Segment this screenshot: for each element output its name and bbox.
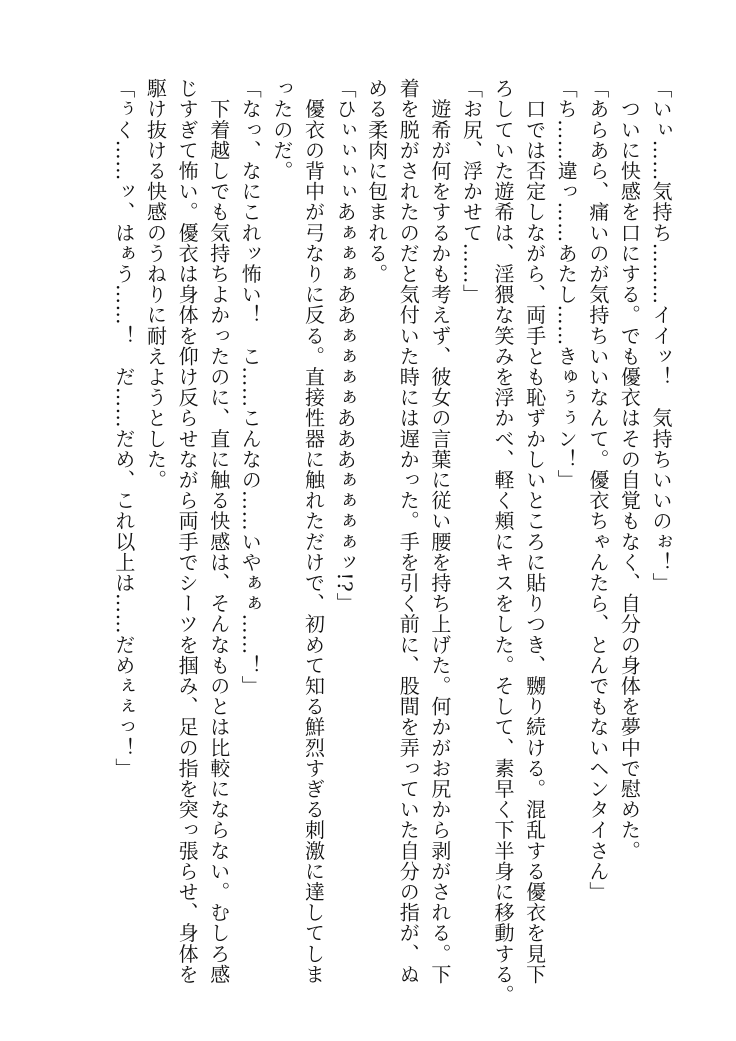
text-line: める柔肉に包まれる。 [364,78,389,284]
text-line: 「あらあら、痛いのが気持ちいいなんて。優衣ちゃんたら、とんでもないヘンタイさん」 [585,78,610,902]
text-line: 「ぅく……ッ、はぁう……！ だ……だめ、これ以上は……だめぇぇっ！」 [111,78,136,779]
text-line: じすぎて怖い。優衣は身体を仰け反らせながら両手でシーツを掴み、足の指を突っ張らせ、身体を [175,78,200,985]
text-line: 「なっ、なにこれッ怖い！ こ……こんなの……いやぁぁ……！」 [238,78,263,696]
text-line: ったのだ。 [269,78,294,181]
text-line: ろしていた遊希は、淫猥な笑みを浮かべ、軽く頬にキスをした。そして、素早く下半身に移動する。 [491,78,516,1005]
text-line: 着を脱がされたのだと気付いた時には遅かった。手を引く前に、股間を弄っていた自分の指が、ぬ [396,78,421,985]
text-line: 口では否定しながら、両手とも恥ずかしいところに貼りつき、嬲り続ける。混乱する優衣を見下 [522,78,547,985]
text-line: 優衣の背中が弓なりに反る。直接性器に触れただけで、初めて知る鮮烈すぎる刺激に達してしま [301,78,326,985]
text-line: 下着越しでも気持ちよかったのに、直に触る快感は、そんなものとは比較にならない。むしろ感 [206,78,231,985]
text-line: 「ち……違っ……あたし……きゅぅぅン！」 [554,78,579,490]
text-line: 「いぃ……気持ち………イイッ！ 気持ちいいのぉ！」 [649,78,673,593]
vertical-text-body [107,78,676,1005]
text-line: ついに快感を口にする。でも優衣はその自覚もなく、自分の身体を夢中で慰めた。 [617,78,642,861]
text-line: 遊希が何をするかも考えず、彼女の言葉に従い腰を持ち上げた。何かがお尻から剥がされる。下 [427,78,452,985]
text-line: 駆け抜ける快感のうねりに耐えようとした。 [143,78,168,490]
text-line: 「ひぃぃぃぃあぁぁぁああぁぁぁぁあああぁぁぁぁッ!?」 [333,78,358,613]
text-line: 「お尻、浮かせて……」 [459,78,484,305]
